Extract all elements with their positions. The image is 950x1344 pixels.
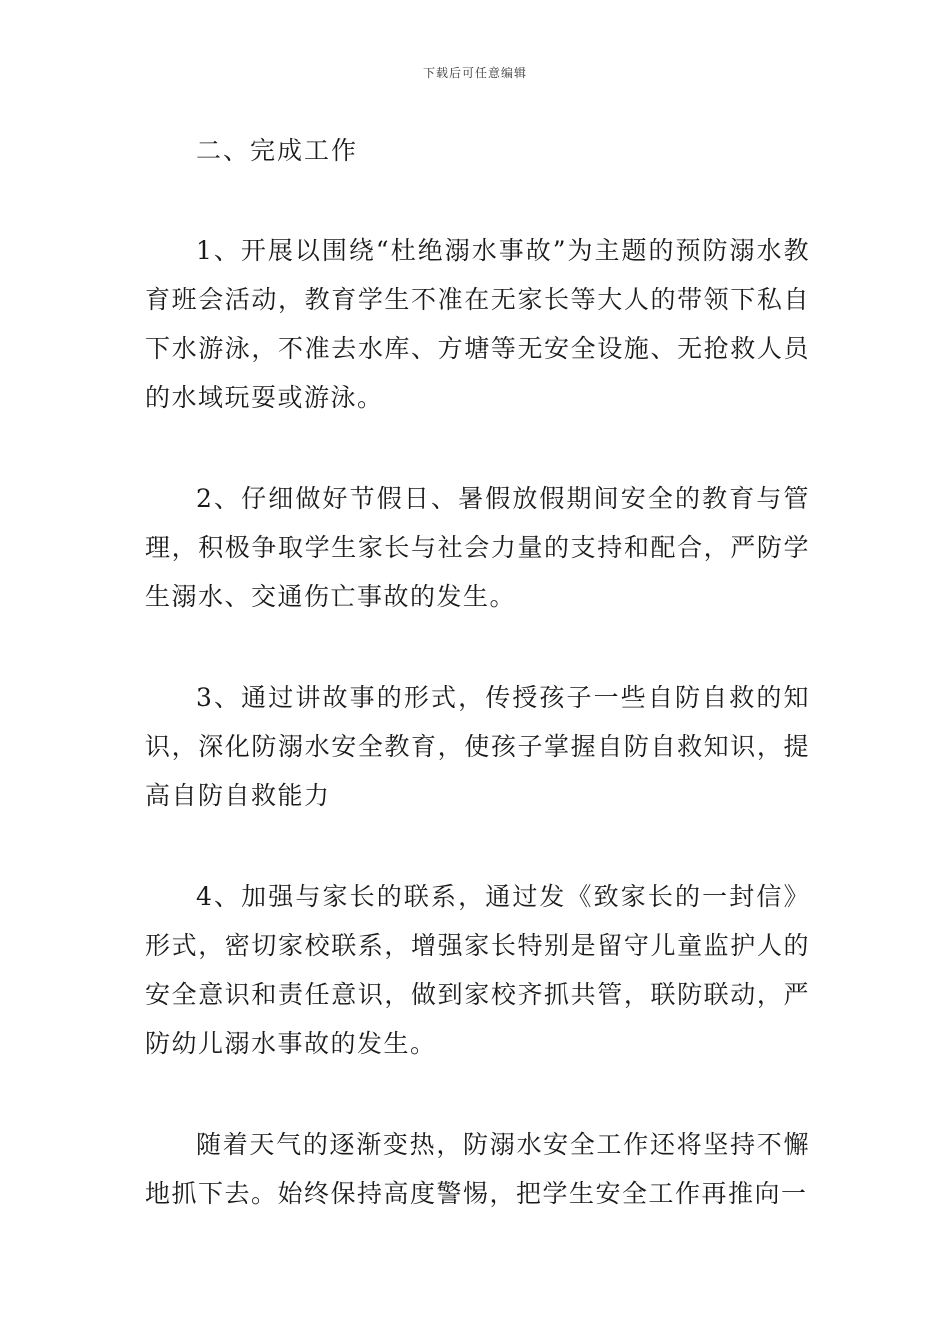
paragraph-3 (145, 673, 810, 820)
paragraph-text: 4、加强与家长的联系，通过发《致家长的一封信》形式，密切家校联系，增强家长特别是留守儿童监护人的安全意识和责任意识，做到家校齐抓共管，联防联动，严防幼儿溺水事故的发生。 (145, 882, 810, 1058)
section-heading: 二、完成工作 (196, 136, 359, 165)
paragraph-text: 随着天气的逐渐变热，防溺水安全工作还将坚持不懈地抓下去。始终保持高度警惕，把学生安全工作再推向一 (145, 1130, 810, 1208)
paragraph-text: 2、仔细做好节假日、暑假放假期间安全的教育与管理，积极争取学生家长与社会力量的支持和配合，严防学生溺水、交通伤亡事故的发生。 (145, 484, 810, 611)
paragraph-2 (145, 474, 810, 621)
paragraph-5 (145, 1120, 810, 1218)
page-header: 下载后可任意编辑 (422, 66, 527, 80)
paragraph-text: 1、开展以围绕“杜绝溺水事故”为主题的预防溺水教育班会活动，教育学生不准在无家长等大人的带领下私自下水游泳，不准去水库、方塘等无安全设施、无抢救人员的水域玩耍或游泳。 (145, 236, 810, 412)
paragraph-1 (145, 226, 810, 422)
paragraph-4 (145, 872, 810, 1068)
paragraph-text: 3、通过讲故事的形式，传授孩子一些自防自救的知识，深化防溺水安全教育，使孩子掌握自防自救知识，提高自防自救能力 (145, 683, 810, 810)
